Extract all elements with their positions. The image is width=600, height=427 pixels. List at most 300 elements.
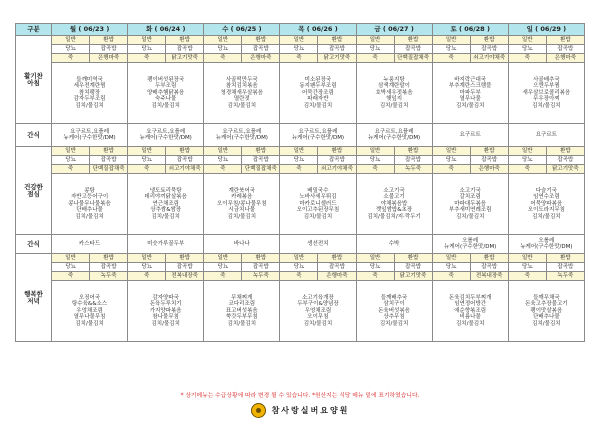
menu-item: 배밀국수 <box>307 187 329 194</box>
snack-item: 뉴케어(구수한맛/DM) <box>444 244 497 250</box>
menu-cell <box>280 174 356 235</box>
menu-item: 두부구이&양념장 <box>297 301 339 308</box>
snack-list <box>280 241 355 247</box>
menu-cell <box>356 63 432 124</box>
type-normal: 일반 <box>508 147 546 156</box>
menu-list <box>204 77 279 109</box>
type-normal: 일반 <box>356 147 394 156</box>
menu-cell <box>128 174 204 235</box>
menu-item: 감자두부조림 <box>73 96 106 103</box>
menu-list <box>509 295 584 327</box>
menu-item: 소고기국 <box>459 187 481 194</box>
menu-cell <box>432 63 508 124</box>
snack-cell <box>432 235 508 254</box>
menu-item: 상추무침 <box>383 314 405 321</box>
menu-list <box>509 77 584 109</box>
type-diabetes: 당뇨 <box>432 263 470 272</box>
type-lowsalt: 환밥 <box>90 147 128 156</box>
menu-cell <box>204 281 280 342</box>
type-grain: 잡곡밥 <box>394 263 432 272</box>
type-grain: 잡곡밥 <box>470 45 508 54</box>
menu-item: 마파대두볶음 <box>454 200 487 207</box>
menu-item: 미소된장국 <box>304 76 332 83</box>
type-normal: 일반 <box>356 254 394 263</box>
day-date: ( 06/26 ) <box>306 25 338 34</box>
weekly-menu <box>15 23 585 342</box>
type-grain: 잡곡밥 <box>242 263 280 272</box>
menu-item: 노바사세우튀김 <box>299 194 337 201</box>
menu-item: 무우장아찌 <box>533 96 560 103</box>
type-grain: 잡곡밥 <box>394 45 432 54</box>
type-porridge: 죽 <box>128 165 166 174</box>
menu-item: 갈치조림 <box>459 194 481 201</box>
menu-cell <box>508 281 584 342</box>
menu-item: 바지락근대국 <box>454 76 487 83</box>
snack-list <box>433 238 508 251</box>
day-date: ( 06/29 ) <box>535 25 567 34</box>
menu-cell <box>280 63 356 124</box>
porridge-type: 단백질잡채죽 <box>394 54 432 63</box>
menu-list <box>433 295 508 327</box>
menu-item: 들깨미역국 <box>76 76 103 83</box>
menu-item: 콩탕 <box>84 187 95 194</box>
menu-item: 김치/물김치 <box>303 213 333 220</box>
type-lowsalt: 환밥 <box>394 36 432 45</box>
snack-list <box>509 238 584 251</box>
menu-item: 청경채새우살볶음 <box>220 89 264 96</box>
type-normal: 일반 <box>432 147 470 156</box>
type-lowsalt: 환밥 <box>318 36 356 45</box>
type-porridge: 죽 <box>356 165 394 174</box>
menu-item: 누룽지탕 <box>383 76 405 83</box>
menu-item: 가지양파볶음 <box>149 307 182 314</box>
snack-cell <box>128 235 204 254</box>
menu-item: 자반고등어구이 <box>70 194 109 201</box>
menu-item: 콩나물무나물볶음 <box>68 200 111 207</box>
menu-item: 깻잎쌈밥&초장 <box>375 207 413 214</box>
type-grain: 잡곡밥 <box>470 156 508 165</box>
type-porridge: 죽 <box>204 54 242 63</box>
type-normal: 일반 <box>204 36 242 45</box>
menu-item: 들깨무채국 <box>533 294 560 301</box>
menu-item: 김치/물김치 <box>532 102 561 109</box>
notice-text: * 상기메뉴는 수급상황에 따라 변경 될 수 있습니다. *원산지는 식당 메뉴 밑에 표기하였습니다. <box>180 393 420 399</box>
type-lowsalt: 환밥 <box>470 254 508 263</box>
menu-item: 어묵간장조림 <box>301 89 334 96</box>
snack-cell <box>432 124 508 147</box>
snack_am-label: 간식 <box>16 124 52 147</box>
porridge-type: 닭고기맛죽 <box>546 165 584 174</box>
menu-list <box>433 188 508 220</box>
menu-item: 표고버섯볶음 <box>225 307 258 314</box>
menu-item: 쑥갓두부무침 <box>225 314 258 321</box>
porridge-type: 쇠고기야채죽 <box>470 54 508 63</box>
porridge-type: 전복내장죽 <box>470 272 508 281</box>
type-grain: 잡곡밥 <box>546 45 584 54</box>
menu-item: 돈육두루치기 <box>149 301 182 308</box>
type-porridge: 죽 <box>128 272 166 281</box>
breakfast-label <box>16 36 52 124</box>
menu-item: 데리야끼닭살볶음 <box>144 194 187 201</box>
menu-item: 숙주나물 <box>155 96 177 103</box>
type-porridge: 죽 <box>356 54 394 63</box>
menu-item: 다슬기국 <box>535 187 557 194</box>
menu-cell <box>280 281 356 342</box>
type-porridge: 죽 <box>432 165 470 174</box>
menu-cell <box>432 174 508 235</box>
type-normal: 일반 <box>52 254 90 263</box>
type-grain: 잡곡밥 <box>318 156 356 165</box>
snack-list <box>52 241 127 247</box>
footer <box>0 400 600 420</box>
snack-item: 카스타드 <box>78 240 101 247</box>
type-grain: 잡곡밥 <box>166 263 204 272</box>
menu-item: 어묵양파볶음 <box>530 200 563 207</box>
type-normal: 일반 <box>280 36 318 45</box>
menu-item: 오이고추된장무침 <box>296 207 340 214</box>
menu-item: 참치김치볶음 <box>225 83 258 90</box>
menu-item: 비름나물 <box>459 314 481 321</box>
menu-item: 김치/물김치 <box>151 102 180 109</box>
type-diabetes: 당뇨 <box>508 263 546 272</box>
type-diabetes: 당뇨 <box>128 156 166 165</box>
menu-list <box>433 77 508 109</box>
menu-item: 삼치구이 <box>383 301 405 308</box>
snack-list <box>52 129 127 142</box>
menu-list <box>52 77 127 109</box>
menu-list <box>509 188 584 220</box>
lunch-label-line1: 건강한 <box>24 183 43 192</box>
menu-item: 돈육고추장불고기 <box>525 301 568 308</box>
type-diabetes: 당뇨 <box>204 263 242 272</box>
snack-item: 미숫가루꿀두부 <box>147 240 185 247</box>
type-diabetes: 당뇨 <box>356 45 394 54</box>
menu-item: 단배추나물 <box>533 314 560 321</box>
type-porridge: 죽 <box>52 272 90 281</box>
menu-item: 김치/물김치 <box>151 320 180 327</box>
menu-item: 돈육김치두부찌개 <box>448 294 492 301</box>
snack-item: 요구르트,요플레 <box>222 128 262 135</box>
type-normal: 일반 <box>280 254 318 263</box>
menu-item: 사골떡만두국 <box>225 76 258 83</box>
menu-list <box>128 188 203 220</box>
day-date: ( 06/27 ) <box>382 25 414 34</box>
menu-cell <box>52 63 128 124</box>
snack-list <box>280 129 355 142</box>
menu-list <box>128 77 203 109</box>
menu-item: 김치/물김치 <box>303 320 333 327</box>
menu-item: 임연정어방간 <box>454 301 487 308</box>
type-normal: 일반 <box>508 254 546 263</box>
type-grain: 잡곡밥 <box>166 156 204 165</box>
snack-item: 오롤레 <box>538 237 555 244</box>
menu-item: 두부조림 <box>155 83 177 90</box>
type-lowsalt: 환밥 <box>318 254 356 263</box>
porridge-type: 단백질잡채죽 <box>242 165 280 174</box>
menu-item: 부추계란스크램블 <box>448 83 492 90</box>
type-lowsalt: 환밥 <box>394 254 432 263</box>
menu-item: 소고기국 <box>383 187 405 194</box>
type-lowsalt: 환밥 <box>546 147 584 156</box>
snack-item: 뉴케어(구수한맛/DM) <box>367 135 421 141</box>
menu-list <box>357 77 432 109</box>
type-lowsalt: 환밥 <box>242 254 280 263</box>
menu-item: 오이도라지무침 <box>527 207 565 214</box>
day-name: 금 <box>374 25 381 34</box>
type-porridge: 죽 <box>432 54 470 63</box>
type-grain: 잡곡밥 <box>394 156 432 165</box>
type-porridge: 죽 <box>280 54 318 63</box>
menu-item: 김치/물김치 <box>75 320 104 327</box>
type-lowsalt: 환밥 <box>166 147 204 156</box>
menu-item: 세우전계란찜 <box>73 83 106 90</box>
type-lowsalt: 환밥 <box>166 36 204 45</box>
type-grain: 잡곡밥 <box>90 263 128 272</box>
type-porridge: 죽 <box>432 272 470 281</box>
lunch-label-wrap <box>16 184 51 197</box>
menu-item: 김치/물김치 <box>303 102 333 109</box>
snack-list <box>509 132 584 138</box>
menu-item: 탕수육&&소스 <box>71 301 108 308</box>
porridge-type: 은행마죽 <box>318 272 356 281</box>
type-porridge: 죽 <box>508 165 546 174</box>
type-normal: 일반 <box>356 36 394 45</box>
type-grain: 잡곡밥 <box>546 263 584 272</box>
day-name: 토 <box>450 25 457 34</box>
snack-item: 뉴케어(구수한맛/DM) <box>215 135 268 141</box>
type-grain: 잡곡밥 <box>90 156 128 165</box>
day-header <box>128 24 204 36</box>
menu-list <box>52 295 127 327</box>
type-grain: 잡곡밥 <box>318 45 356 54</box>
snack-item: 요구르트,요플레 <box>298 128 338 135</box>
porridge-type: 녹두죽 <box>394 165 432 174</box>
porridge-type: 닭고기맛죽 <box>318 54 356 63</box>
menu-item: 우엉채조림 <box>304 307 332 314</box>
type-diabetes: 당뇨 <box>280 156 318 165</box>
menu-cell <box>52 281 128 342</box>
snack-cell <box>280 124 356 147</box>
menu-list <box>280 295 355 327</box>
snack-item: 뉴케어(구수한맛/DM) <box>520 244 573 250</box>
header-corner: 구분 <box>16 24 52 36</box>
porridge-type: 쇠고기야채죽 <box>318 165 356 174</box>
type-lowsalt: 환밥 <box>546 36 584 45</box>
type-grain: 잡곡밥 <box>470 263 508 272</box>
menu-item: 김치/물김치 <box>227 320 257 327</box>
menu-item: 오징어국 <box>78 294 101 301</box>
menu-item: 단배추나물 <box>76 207 103 214</box>
menu-list <box>280 77 355 109</box>
day-date: ( 06/24 ) <box>154 25 186 34</box>
day-name: 월 <box>69 25 77 34</box>
type-diabetes: 당뇨 <box>280 263 318 272</box>
menu-list <box>357 295 432 327</box>
menu-item: 무채찌게 <box>231 294 253 301</box>
porridge-type: 은행마죽 <box>470 165 508 174</box>
day-header <box>432 24 508 36</box>
breakfast-label-wrap <box>16 73 51 86</box>
menu-item: 시금치나물 <box>228 207 256 214</box>
type-lowsalt: 환밥 <box>546 254 584 263</box>
snack-item: 요구르트,요플레 <box>146 128 186 135</box>
type-porridge: 죽 <box>52 165 90 174</box>
type-lowsalt: 환밥 <box>470 36 508 45</box>
snack-item: 오롤레 <box>462 237 479 244</box>
type-diabetes: 당뇨 <box>204 156 242 165</box>
menu-item: 오이무침/콩나물무침 <box>216 200 267 207</box>
snack-list <box>128 241 203 247</box>
menu-list <box>280 188 355 220</box>
day-header <box>508 24 584 36</box>
day-header <box>204 24 280 36</box>
snack-list <box>433 132 508 138</box>
type-diabetes: 당뇨 <box>280 45 318 54</box>
type-normal: 일반 <box>52 147 90 156</box>
snack-cell <box>52 235 128 254</box>
type-lowsalt: 환밥 <box>242 147 280 156</box>
menu-item: 상추쌈&쌈장 <box>150 207 182 214</box>
snack-cell <box>52 124 128 147</box>
type-diabetes: 당뇨 <box>204 45 242 54</box>
snack-cell <box>280 235 356 254</box>
menu-cell <box>356 281 432 342</box>
type-porridge: 죽 <box>204 272 242 281</box>
menu-item: 마파두부 <box>459 89 481 96</box>
snack-cell <box>204 235 280 254</box>
menu-item: 우엉채조림 <box>76 307 103 314</box>
menu-item: 김치/물김치 <box>75 102 104 109</box>
lunch-label <box>16 147 52 235</box>
menu-list <box>204 295 279 327</box>
menu-item: 부추새미연례조림 <box>448 207 492 214</box>
type-grain: 잡곡밥 <box>242 156 280 165</box>
day-header <box>52 24 128 36</box>
porridge-type: 단백질잡채죽 <box>90 165 128 174</box>
type-diabetes: 당뇨 <box>508 45 546 54</box>
dinner-label-wrap <box>16 291 51 304</box>
day-name: 화 <box>145 25 153 34</box>
snack-list <box>204 241 279 247</box>
menu-list <box>52 188 127 220</box>
breakfast-label-line2: 아침 <box>27 78 40 87</box>
dinner-label <box>16 254 52 342</box>
menu-item: 멸란젓 <box>233 96 250 103</box>
menu-item: 소고기육개장 <box>301 294 334 301</box>
menu-cell <box>204 63 280 124</box>
porridge-type: 전복내장죽 <box>166 272 204 281</box>
menu-item: 삼색계란말이 <box>378 83 410 90</box>
porridge-type: 은행마죽 <box>242 54 280 63</box>
type-diabetes: 당뇨 <box>432 156 470 165</box>
snack-list <box>204 129 279 142</box>
day-name: 수 <box>222 25 229 34</box>
type-grain: 잡곡밥 <box>166 45 204 54</box>
porridge-type: 닭고기맛죽 <box>166 54 204 63</box>
type-lowsalt: 환밥 <box>166 254 204 263</box>
type-porridge: 죽 <box>508 272 546 281</box>
day-date: ( 06/28 ) <box>458 25 490 34</box>
menu-item: 양배추햄닭볶음 <box>147 89 185 96</box>
type-porridge: 죽 <box>52 54 90 63</box>
menu-item: 열무나물무침 <box>73 314 106 321</box>
menu-item: 들깨배추국 <box>380 294 408 301</box>
type-normal: 일반 <box>204 147 242 156</box>
facility-name: 참사랑실버요양원 <box>271 405 350 415</box>
day-name: 목 <box>298 25 305 34</box>
type-grain: 잡곡밥 <box>318 263 356 272</box>
snack-item: 요구르트 <box>459 131 481 138</box>
menu-item: 김치/물김치 <box>455 102 485 109</box>
snack-item: 바나나 <box>233 240 250 247</box>
day-header <box>280 24 356 36</box>
snack-cell <box>356 235 432 254</box>
menu-cell <box>52 174 128 235</box>
day-date: ( 06/23 ) <box>78 25 110 34</box>
snack-list <box>357 241 432 247</box>
menu-item: 감자양파국 <box>152 294 179 301</box>
porridge-type: 은행마죽 <box>90 54 128 63</box>
snack-list <box>128 129 203 142</box>
menu-item: 연근채조림 <box>152 200 179 207</box>
snack-item: 뉴케어(구수한맛/DM) <box>291 135 345 141</box>
dinner-label-line1: 행복한 <box>24 290 43 299</box>
type-lowsalt: 환밥 <box>394 147 432 156</box>
porridge-type: 녹두죽 <box>242 272 280 281</box>
snack_pm-label: 간식 <box>16 235 52 254</box>
menu-item: 김치/물김치 <box>532 213 561 220</box>
snack-item: 요구르트,요플레 <box>374 128 414 135</box>
type-diabetes: 당뇨 <box>432 45 470 54</box>
menu-item: 김치/물김치 <box>227 213 257 220</box>
snack-item: 생선전치 <box>307 240 329 247</box>
type-normal: 일반 <box>52 36 90 45</box>
menu-list <box>128 295 203 327</box>
lunch-label-line2: 점심 <box>27 189 40 198</box>
facility-logo-icon <box>251 403 266 418</box>
type-diabetes: 당뇨 <box>128 263 166 272</box>
breakfast-label-line1: 활기찬 <box>24 72 43 81</box>
type-lowsalt: 환밥 <box>242 36 280 45</box>
snack-list <box>357 129 432 142</box>
type-lowsalt: 환밥 <box>318 147 356 156</box>
type-diabetes: 당뇨 <box>508 156 546 165</box>
type-lowsalt: 환밥 <box>90 36 128 45</box>
menu-item: 파래자반 <box>307 96 329 103</box>
type-porridge: 죽 <box>128 54 166 63</box>
type-normal: 일반 <box>280 147 318 156</box>
type-lowsalt: 환밥 <box>470 147 508 156</box>
dinner-label-line2: 저녁 <box>27 296 40 305</box>
menu-item: 팽이버섯된장국 <box>147 76 185 83</box>
menu-cell <box>356 174 432 235</box>
menu-list <box>357 188 432 220</box>
menu-item: 야채볶음밥 <box>380 200 408 207</box>
menu-item: 참치팽장 <box>78 89 101 96</box>
menu-item: 열무나물 <box>459 96 481 103</box>
type-normal: 일반 <box>128 254 166 263</box>
snack-item: 뉴케어(구수한맛/DM) <box>139 135 192 141</box>
type-diabetes: 당뇨 <box>52 45 90 54</box>
menu-item: 김치/물김치 <box>379 102 409 109</box>
snack-item: 수박 <box>388 240 400 247</box>
menu-item: 마카로니샐러드 <box>299 200 337 207</box>
snack-item: 뉴케어(구수한맛/DM) <box>63 135 116 141</box>
menu-item: 새우살브로콜리볶음 <box>522 89 571 96</box>
porridge-type: 은행마죽 <box>546 54 584 63</box>
menu-item: 돈육버섯볶음 <box>378 307 410 314</box>
porridge-type: 쇠고기야채죽 <box>166 165 204 174</box>
